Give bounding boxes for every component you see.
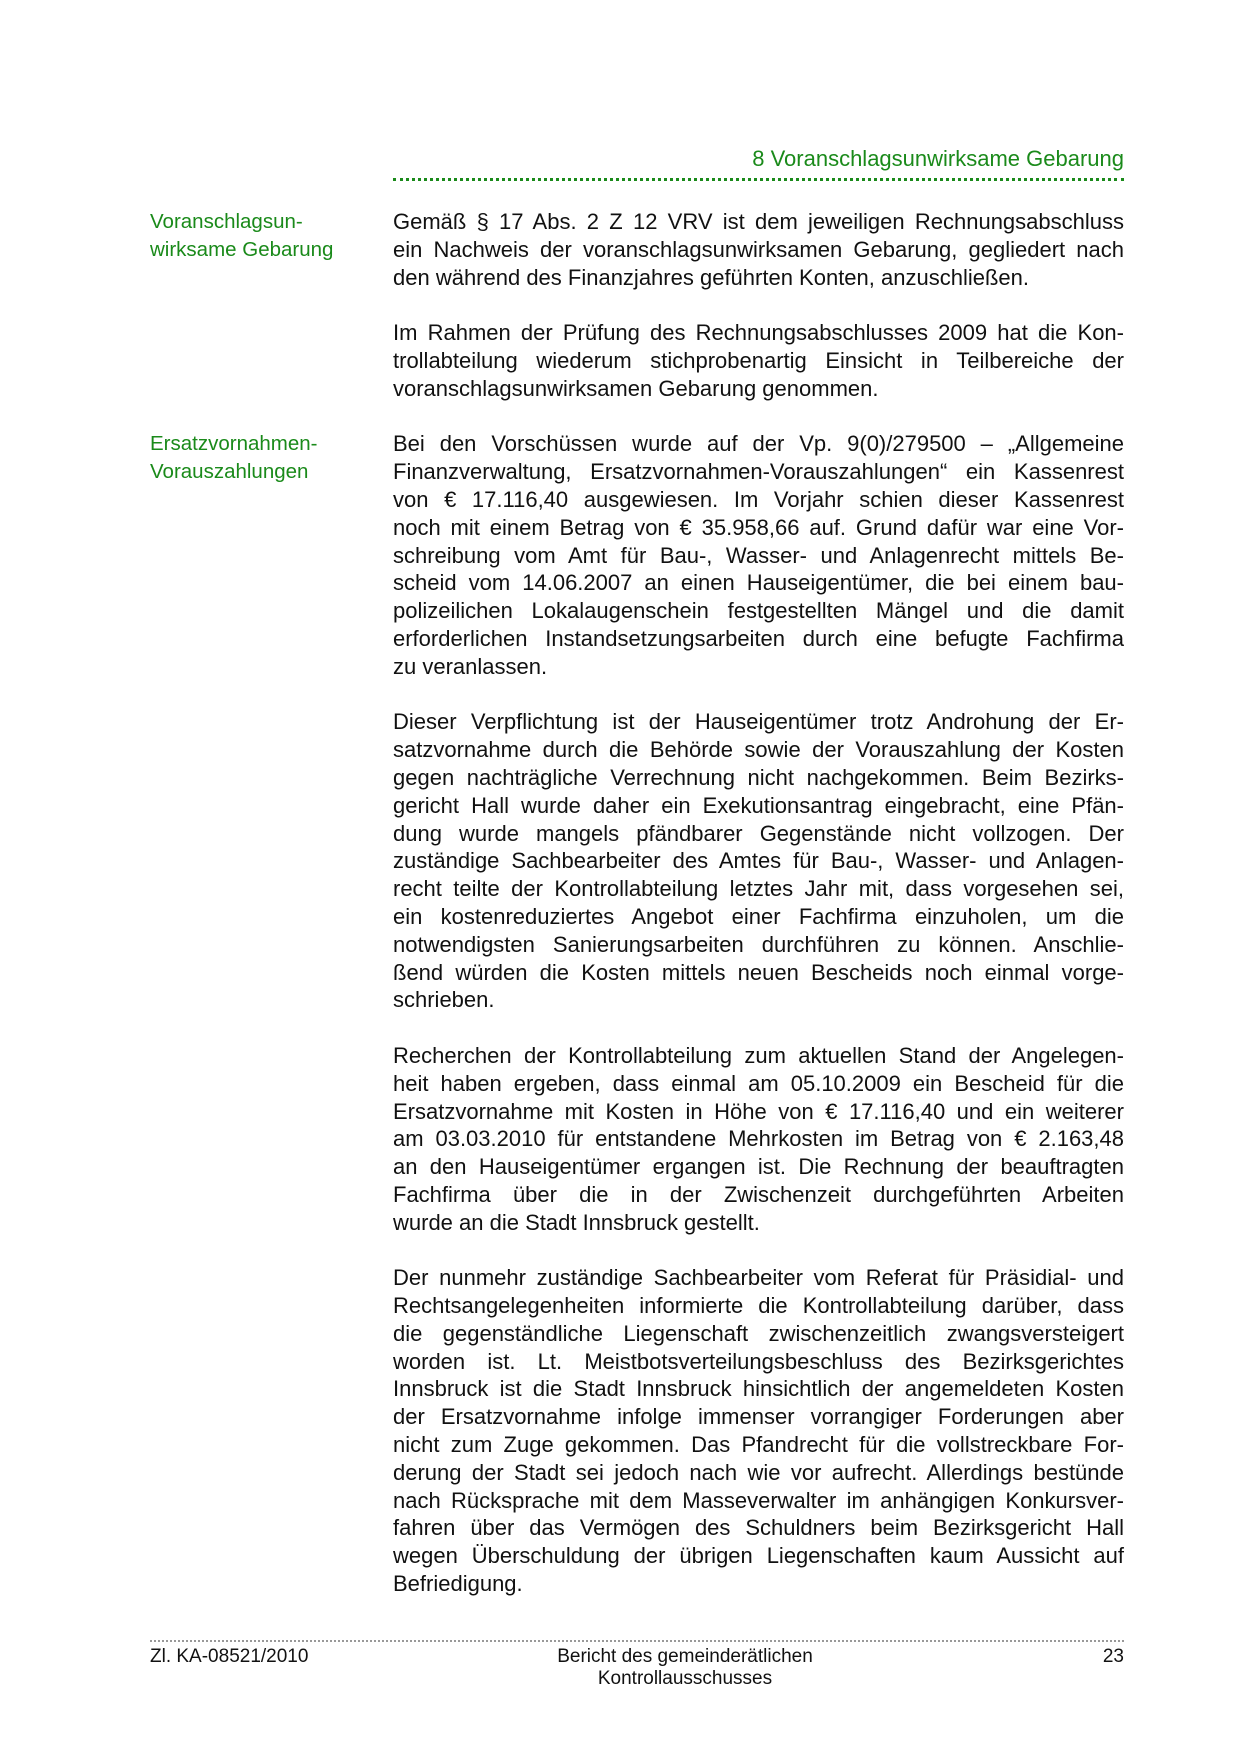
text-line: recht teilte der Kontrollabteilung letztes Jahr mit, dass vorgesehen sei,	[393, 876, 1124, 902]
paragraph	[393, 430, 1124, 680]
text-line: Rechtsangelegenheiten informierte die Kontrollabteilung darüber, dass	[393, 1293, 1124, 1319]
text-line: gegen nachträgliche Verrechnung nicht nachgekommen. Beim Bezirks-	[393, 764, 1124, 790]
text-line: Befriedigung.	[393, 1571, 523, 1597]
text-line: schreibung vom Amt für Bau-, Wasser- und Anlagenrecht mittels Be-	[393, 542, 1124, 568]
text-line: schrieben.	[393, 987, 495, 1013]
text-line: Gemäß § 17 Abs. 2 Z 12 VRV ist dem jeweiligen Rechnungsabschluss	[393, 209, 1124, 234]
side-label-line: Voranschlagsun-	[150, 210, 303, 233]
text-line: fahren über das Vermögen des Schuldners beim Bezirksgericht Hall	[393, 1515, 1124, 1541]
text-line: ein Nachweis der voranschlagsunwirksamen Gebarung, gegliedert nach	[393, 236, 1124, 262]
text-line: den während des Finanzjahres geführten Konten, anzuschließen.	[393, 264, 1029, 290]
side-label-voranschlagsunwirksame-gebarung	[150, 208, 370, 264]
text-line: derung der Stadt sei jedoch nach wie vor aufrecht. Allerdings bestünde	[393, 1459, 1124, 1485]
paragraph	[393, 319, 1124, 402]
text-line: der Ersatzvornahme infolge immenser vorrangiger Forderungen aber	[393, 1404, 1124, 1430]
text-line: wurde an die Stadt Innsbruck gestellt.	[393, 1209, 760, 1235]
text-line: Im Rahmen der Prüfung des Rechnungsabschlusses 2009 hat die Kon-	[393, 320, 1124, 346]
text-line: am 03.03.2010 für entstandene Mehrkosten im Betrag von € 2.163,48	[393, 1126, 1124, 1152]
text-line: ein kostenreduziertes Angebot einer Fachfirma einzuholen, um die	[393, 903, 1124, 929]
text-line: nicht zum Zuge gekommen. Das Pfandrecht für die vollstreckbare For-	[393, 1432, 1124, 1458]
text-line: wegen Überschuldung der übrigen Liegenschaften kaum Aussicht auf	[393, 1543, 1124, 1569]
side-label-line: wirksame Gebarung	[150, 237, 334, 261]
text-line: ßend würden die Kosten mittels neuen Bescheids noch einmal vorge-	[393, 959, 1124, 985]
text-line: worden ist. Lt. Meistbotsverteilungsbeschluss des Bezirksgerichtes	[393, 1348, 1124, 1374]
text-line: Ersatzvornahme mit Kosten in Höhe von € 17.116,40 und ein weiterer	[393, 1098, 1124, 1124]
text-line: erforderlichen Instandsetzungsarbeiten durch eine befugte Fachfirma	[393, 625, 1124, 651]
text-line: voranschlagsunwirksamen Gebarung genommen.	[393, 375, 879, 401]
footer-divider	[150, 1640, 1124, 1642]
text-line: dung wurde mangels pfändbarer Gegenstände nicht vollzogen. Der	[393, 820, 1124, 846]
text-line: an den Hauseigentümer ergangen ist. Die Rechnung der beauftragten	[393, 1154, 1124, 1180]
page-number: 23	[1102, 1646, 1124, 1667]
text-line: heit haben ergeben, dass einmal am 05.10.2009 ein Bescheid für die	[393, 1070, 1124, 1096]
side-label-line: Vorauszahlungen	[150, 459, 309, 483]
text-line: noch mit einem Betrag von € 35.958,66 auf. Grund dafür war eine Vor-	[393, 514, 1124, 540]
paragraph	[393, 708, 1124, 1014]
text-line: die gegenständliche Liegenschaft zwischenzeitlich zwangsversteigert	[393, 1320, 1124, 1346]
header-divider	[393, 178, 1124, 181]
text-line: Finanzverwaltung, Ersatzvornahmen-Vorauszahlungen“ ein Kassenrest	[393, 459, 1124, 485]
footer-title: Bericht des gemeinderätlichen Kontrollausschusses	[557, 1646, 813, 1689]
chapter-heading: 8 Voranschlagsunwirksame Gebarung	[752, 146, 1124, 171]
text-line: polizeilichen Lokalaugenschein festgestellten Mängel und die damit	[393, 598, 1124, 624]
paragraph	[393, 208, 1124, 291]
text-line: trollabteilung wiederum stichprobenartig Einsicht in Teilbereiche der	[393, 347, 1124, 373]
text-line: nach Rücksprache mit dem Masseverwalter im anhängigen Konkursver-	[393, 1487, 1124, 1513]
text-line: Recherchen der Kontrollabteilung zum aktuellen Stand der Angelegen-	[393, 1042, 1124, 1068]
body-text	[393, 208, 1124, 1626]
text-line: Dieser Verpflichtung ist der Hauseigentümer trotz Androhung der Er-	[393, 709, 1124, 735]
footer-reference: Zl. KA-08521/2010	[150, 1646, 309, 1667]
text-line: zu veranlassen.	[393, 653, 548, 679]
text-line: Bei den Vorschüssen wurde auf der Vp. 9(0)/279500 – „Allgemeine	[393, 431, 1124, 457]
text-line: von € 17.116,40 ausgewiesen. Im Vorjahr schien dieser Kassenrest	[393, 486, 1124, 512]
side-label-ersatzvornahmen	[150, 430, 370, 486]
text-line: satzvornahme durch die Behörde sowie der Vorauszahlung der Kosten	[393, 737, 1124, 763]
side-label-line: Ersatzvornahmen-	[150, 432, 318, 455]
text-line: notwendigsten Sanierungsarbeiten durchführen zu können. Anschlie-	[393, 931, 1124, 957]
text-line: gericht Hall wurde daher ein Exekutionsantrag eingebracht, eine Pfän-	[393, 792, 1124, 818]
paragraph	[393, 1042, 1124, 1237]
text-line: Innsbruck ist die Stadt Innsbruck hinsichtlich der angemeldeten Kosten	[393, 1376, 1124, 1402]
text-line: Der nunmehr zuständige Sachbearbeiter vom Referat für Präsidial- und	[393, 1265, 1124, 1291]
text-line: Fachfirma über die in der Zwischenzeit durchgeführten Arbeiten	[393, 1181, 1124, 1207]
text-line: zuständige Sachbearbeiter des Amtes für Bau-, Wasser- und Anlagen-	[393, 848, 1124, 874]
text-line: scheid vom 14.06.2007 an einen Hauseigentümer, die bei einem bau-	[393, 570, 1124, 596]
paragraph	[393, 1264, 1124, 1598]
